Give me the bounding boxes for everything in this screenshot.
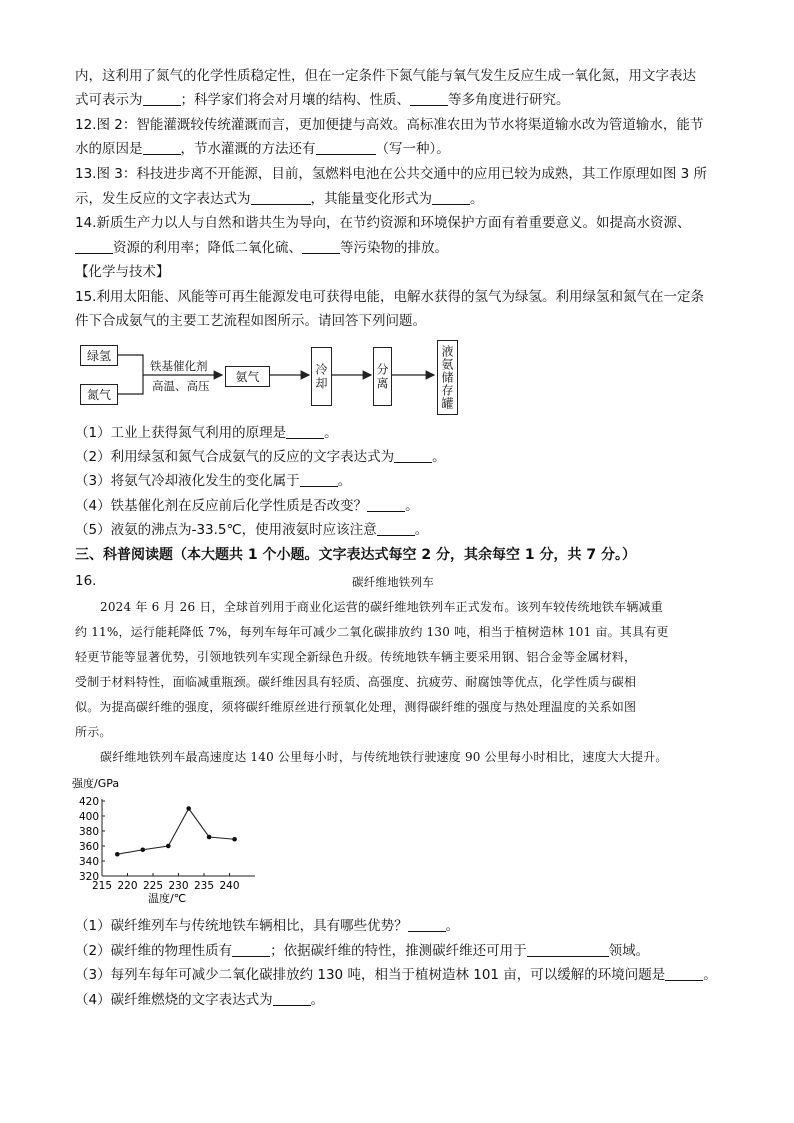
- article-text: 受制于材料特性，面临减重瓶颈。碳纤维因具有轻质、高强度、抗疲劳、耐腐蚀等优点，化学性质与碳相: [75, 675, 637, 689]
- question-item: [75, 496, 725, 516]
- text: 水的原因是: [75, 141, 143, 157]
- y-tick-label: 320: [78, 871, 99, 883]
- text: （2）碳纤维的物理性质有: [75, 943, 233, 959]
- text: 等多角度进行研究。: [448, 92, 570, 108]
- answer-blank[interactable]: [251, 190, 311, 205]
- text: 。: [703, 967, 717, 983]
- x-tick-label: 225: [142, 880, 164, 892]
- answer-blank[interactable]: [394, 448, 432, 463]
- text-line: [75, 238, 725, 258]
- question-item: [75, 423, 725, 443]
- arrow-n2: [117, 375, 143, 394]
- question-item: [75, 471, 725, 491]
- label: 氮气: [86, 388, 111, 402]
- separation-box: [373, 347, 392, 406]
- text: 。: [324, 425, 338, 441]
- answer-blank[interactable]: [143, 91, 181, 106]
- text-line: [75, 164, 725, 184]
- text-line: [75, 66, 725, 86]
- data-point: [166, 844, 171, 849]
- text: 示，发生反应的文字表达式为: [75, 191, 251, 207]
- text: 三、科普阅读题（本大题共 1 个小题。文字表达式每空 2 分，其余每空 1 分，共 7 分。）: [75, 547, 636, 563]
- answer-blank[interactable]: [273, 991, 311, 1006]
- text: ；依据碳纤维的特性，推测碳纤维还可用于: [270, 943, 527, 959]
- y-tick-label: 420: [78, 796, 99, 808]
- answer-blank[interactable]: [527, 942, 609, 957]
- data-point: [207, 835, 212, 840]
- text: （4）铁基催化剂在反应前后化学性质是否改变？: [75, 498, 368, 514]
- question-item: [75, 990, 725, 1010]
- text: 【化学与技术】: [75, 264, 170, 280]
- catalyst-label: 铁基催化剂: [150, 359, 208, 373]
- text: （3）将氨气冷却液化发生的变化属于: [75, 473, 300, 489]
- x-tick-label: 235: [193, 880, 215, 892]
- question-item: [75, 916, 725, 936]
- text: ，其能量变化形式为: [310, 191, 432, 207]
- question-item: [75, 447, 725, 467]
- answer-blank[interactable]: [300, 472, 338, 487]
- article-text: 似。为提高碳纤维的强度，须将碳纤维原丝进行预氧化处理，测得碳纤维的强度与热处理温度的关系如图: [75, 700, 637, 714]
- answer-blank[interactable]: [316, 140, 376, 155]
- answer-blank[interactable]: [665, 966, 703, 981]
- x-tick-label: 215: [91, 880, 113, 892]
- text: 。: [432, 449, 446, 465]
- text: 资源的利用率；降低二氧化硫、: [113, 240, 302, 256]
- answer-blank[interactable]: [410, 91, 448, 106]
- nitrogen-box: [80, 384, 118, 405]
- answer-blank[interactable]: [232, 942, 270, 957]
- x-tick-label: 230: [168, 880, 189, 892]
- text: 式可表示为: [75, 92, 143, 108]
- answer-blank[interactable]: [432, 190, 470, 205]
- data-point: [115, 852, 120, 857]
- article-text: 轻更节能等显著优势，引领地铁列车实现全新绿色升级。传统地铁车辆主要采用钢、铝合金等金属材料，: [75, 650, 637, 664]
- question-item: [75, 965, 725, 985]
- text: 。: [414, 522, 429, 538]
- cooling-box: [311, 347, 332, 406]
- text: 领域。: [608, 943, 650, 959]
- article-text: 2024 年 6 月 26 日，全球首列用于商业化运营的碳纤维地铁列车正式发布。该列车较传统地铁车辆减重: [100, 600, 663, 614]
- article-title: 碳纤维地铁列车: [352, 575, 434, 589]
- text: （1）工业上获得氮气利用的原理是: [75, 425, 287, 441]
- article-text: 所示。: [75, 725, 112, 739]
- answer-blank[interactable]: [302, 239, 340, 254]
- label: 分离: [375, 362, 389, 391]
- chart-series: [115, 806, 237, 856]
- y-axis-label: 强度/GPa: [72, 777, 120, 790]
- text-line: [75, 213, 725, 233]
- data-point: [186, 806, 191, 811]
- text: （1）碳纤维列车与传统地铁车辆相比，具有哪些优势？: [75, 918, 408, 934]
- text-line: [75, 90, 725, 110]
- text: ，节水灌溉的方法还有: [180, 141, 316, 157]
- text: （4）碳纤维燃烧的文字表达式为: [75, 992, 273, 1008]
- text: （5）液氨的沸点为-33.5℃，使用液氨时应该注意: [75, 522, 377, 538]
- text-line: [75, 115, 725, 135]
- label: 液氨储存罐: [440, 345, 454, 410]
- x-tick-label: 240: [219, 880, 240, 892]
- text: 。: [470, 191, 484, 207]
- text: ；科学家们将会对月壤的结构、性质、: [180, 92, 410, 108]
- ammonia-box: [225, 366, 270, 387]
- y-tick-label: 380: [78, 826, 99, 838]
- article-text: 约 11%，运行能耗降低 7%，每列车每年可减少二氧化碳排放约 130 吨，相当于植树造林 101 亩。其具有更: [75, 625, 669, 639]
- label: 冷却: [314, 362, 328, 391]
- question-item: [75, 520, 725, 540]
- condition-label: 高温、高压: [152, 379, 210, 393]
- text: 。: [310, 992, 325, 1008]
- y-tick-label: 400: [78, 811, 99, 823]
- text: 件下合成氨气的主要工艺流程如图所示。请回答下列问题。: [75, 313, 426, 329]
- answer-blank[interactable]: [408, 917, 446, 932]
- answer-blank[interactable]: [286, 424, 324, 439]
- text-line: [75, 139, 725, 159]
- y-tick-label: 360: [78, 841, 99, 853]
- label: 绿氢: [86, 349, 111, 363]
- y-tick-label: 340: [78, 856, 99, 868]
- text: 内，这利用了氮气的化学性质稳定性，但在一定条件下氮气能与氧气发生反应生成一氧化氮，用文字表达: [75, 68, 696, 84]
- answer-blank[interactable]: [367, 497, 405, 512]
- text-line: [75, 189, 725, 209]
- text-line: [75, 287, 725, 307]
- x-tick-label: 220: [117, 880, 138, 892]
- answer-blank[interactable]: [377, 521, 415, 536]
- text-line: [75, 311, 725, 331]
- text: 15.利用太阳能、风能等可再生能源发电可获得电能，电解水获得的氢气为绿氢。利用绿氢和氮气在一定条: [75, 289, 704, 305]
- text: 。: [405, 498, 419, 514]
- label: 氨气: [235, 370, 260, 384]
- question-item: [75, 941, 725, 961]
- series-line: [117, 809, 234, 855]
- text: 等污染物的排放。: [340, 240, 448, 256]
- green-hydrogen-box: [80, 345, 118, 366]
- text: 。: [337, 473, 352, 489]
- text: 14.新质生产力以人与自然和谐共生为导向，在节约资源和环境保护方面有着重要意义。如提高水资源、: [75, 215, 691, 231]
- chart-axes: [102, 799, 255, 876]
- section-title: [75, 545, 725, 565]
- text: 12.图 2：智能灌溉较传统灌溉而言，更加便捷与高效。高标准农田为节水将渠道输水改为管道输水，能节: [75, 117, 704, 133]
- data-point: [141, 847, 146, 852]
- question-number: 16.: [75, 573, 97, 589]
- text: 。: [445, 918, 460, 934]
- strength-temperature-chart: [70, 775, 270, 905]
- x-axis-label: 温度/℃: [148, 892, 187, 905]
- text: 13.图 3：科技进步离不开能源，目前，氢燃料电池在公共交通中的应用已较为成熟，其工作原理如图 3 所: [75, 166, 708, 182]
- liquid-ammonia-tank-box: [437, 340, 458, 415]
- article-text: 碳纤维地铁列车最高速度达 140 公里每小时，与传统地铁行驶速度 90 公里每小时相比，速度大大提升。: [100, 750, 668, 764]
- answer-blank[interactable]: [143, 140, 181, 155]
- text: （写一种）。: [375, 141, 450, 157]
- section-heading: [75, 262, 725, 282]
- chart-ticks: [79, 796, 240, 892]
- text: （3）每列车每年可减少二氧化碳排放约 130 吨，相当于植树造林 101 亩，可以缓解的环境问题是: [75, 967, 666, 983]
- text: （2）利用绿氢和氮气合成氨气的反应的文字表达式为: [75, 449, 395, 465]
- data-point: [232, 837, 237, 842]
- answer-blank[interactable]: [75, 239, 113, 254]
